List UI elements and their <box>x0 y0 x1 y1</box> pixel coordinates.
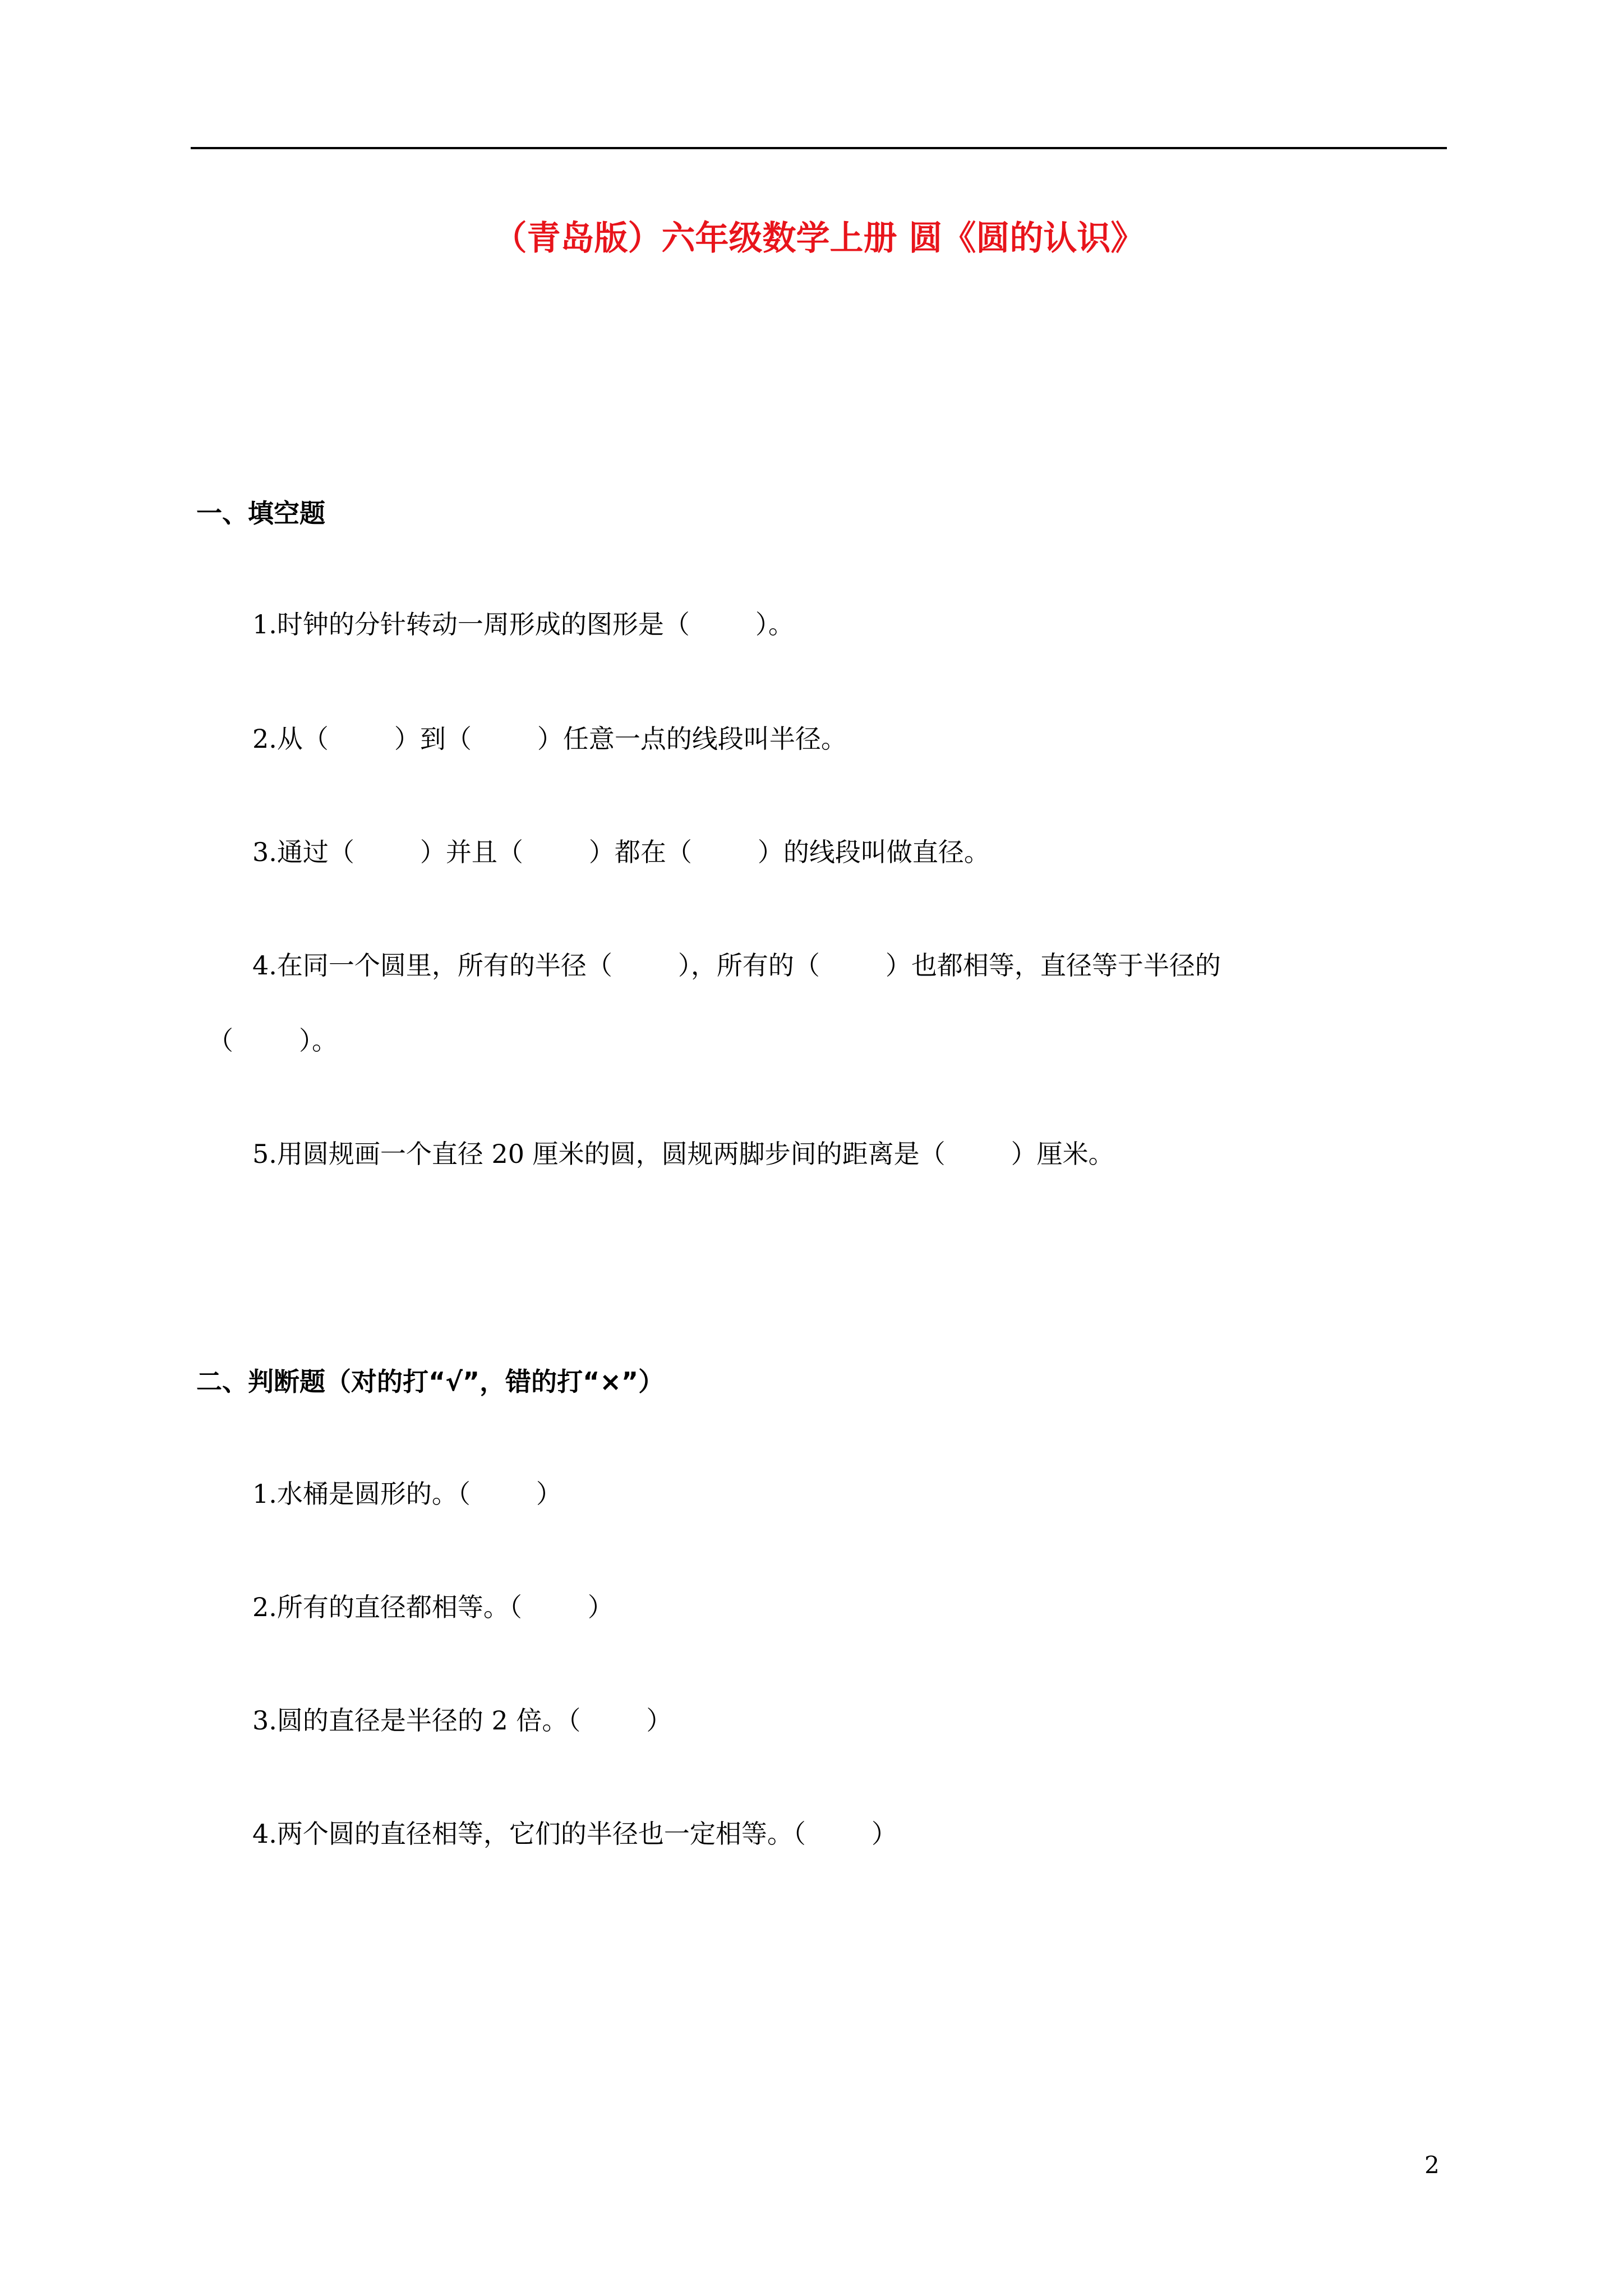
fill-question-2: 2.从（ ）到（ ）任意一点的线段叫半径。 <box>252 724 847 754</box>
fill-question-1: 1.时钟的分针转动一周形成的图形是（ ）。 <box>252 609 794 639</box>
judge-question-3: 3.圆的直径是半径的 2 倍。（ ） <box>252 1705 672 1736</box>
page-number: 2 <box>1424 2151 1440 2179</box>
section-true-false-heading: 二、判断题（对的打“√”，错的打“×”） <box>196 1366 665 1397</box>
header-rule <box>191 147 1447 149</box>
document-title: （青岛版）六年级数学上册 圆《圆的认识》 <box>493 219 1145 258</box>
fill-question-4: 4.在同一个圆里，所有的半径（ ），所有的（ ）也都相等，直径等于半径的 <box>252 950 1221 981</box>
judge-question-4: 4.两个圆的直径相等，它们的半径也一定相等。（ ） <box>252 1819 897 1849</box>
fill-question-3: 3.通过（ ）并且（ ）都在（ ）的线段叫做直径。 <box>252 837 990 867</box>
fill-question-4-continued: （ ）。 <box>208 1025 338 1056</box>
judge-question-2: 2.所有的直径都相等。（ ） <box>252 1592 614 1622</box>
fill-question-5: 5.用圆规画一个直径 20 厘米的圆，圆规两脚步间的距离是（ ）厘米。 <box>252 1139 1114 1169</box>
section-fill-in-blank-heading: 一、填空题 <box>196 498 325 528</box>
judge-question-1: 1.水桶是圆形的。（ ） <box>252 1479 562 1509</box>
